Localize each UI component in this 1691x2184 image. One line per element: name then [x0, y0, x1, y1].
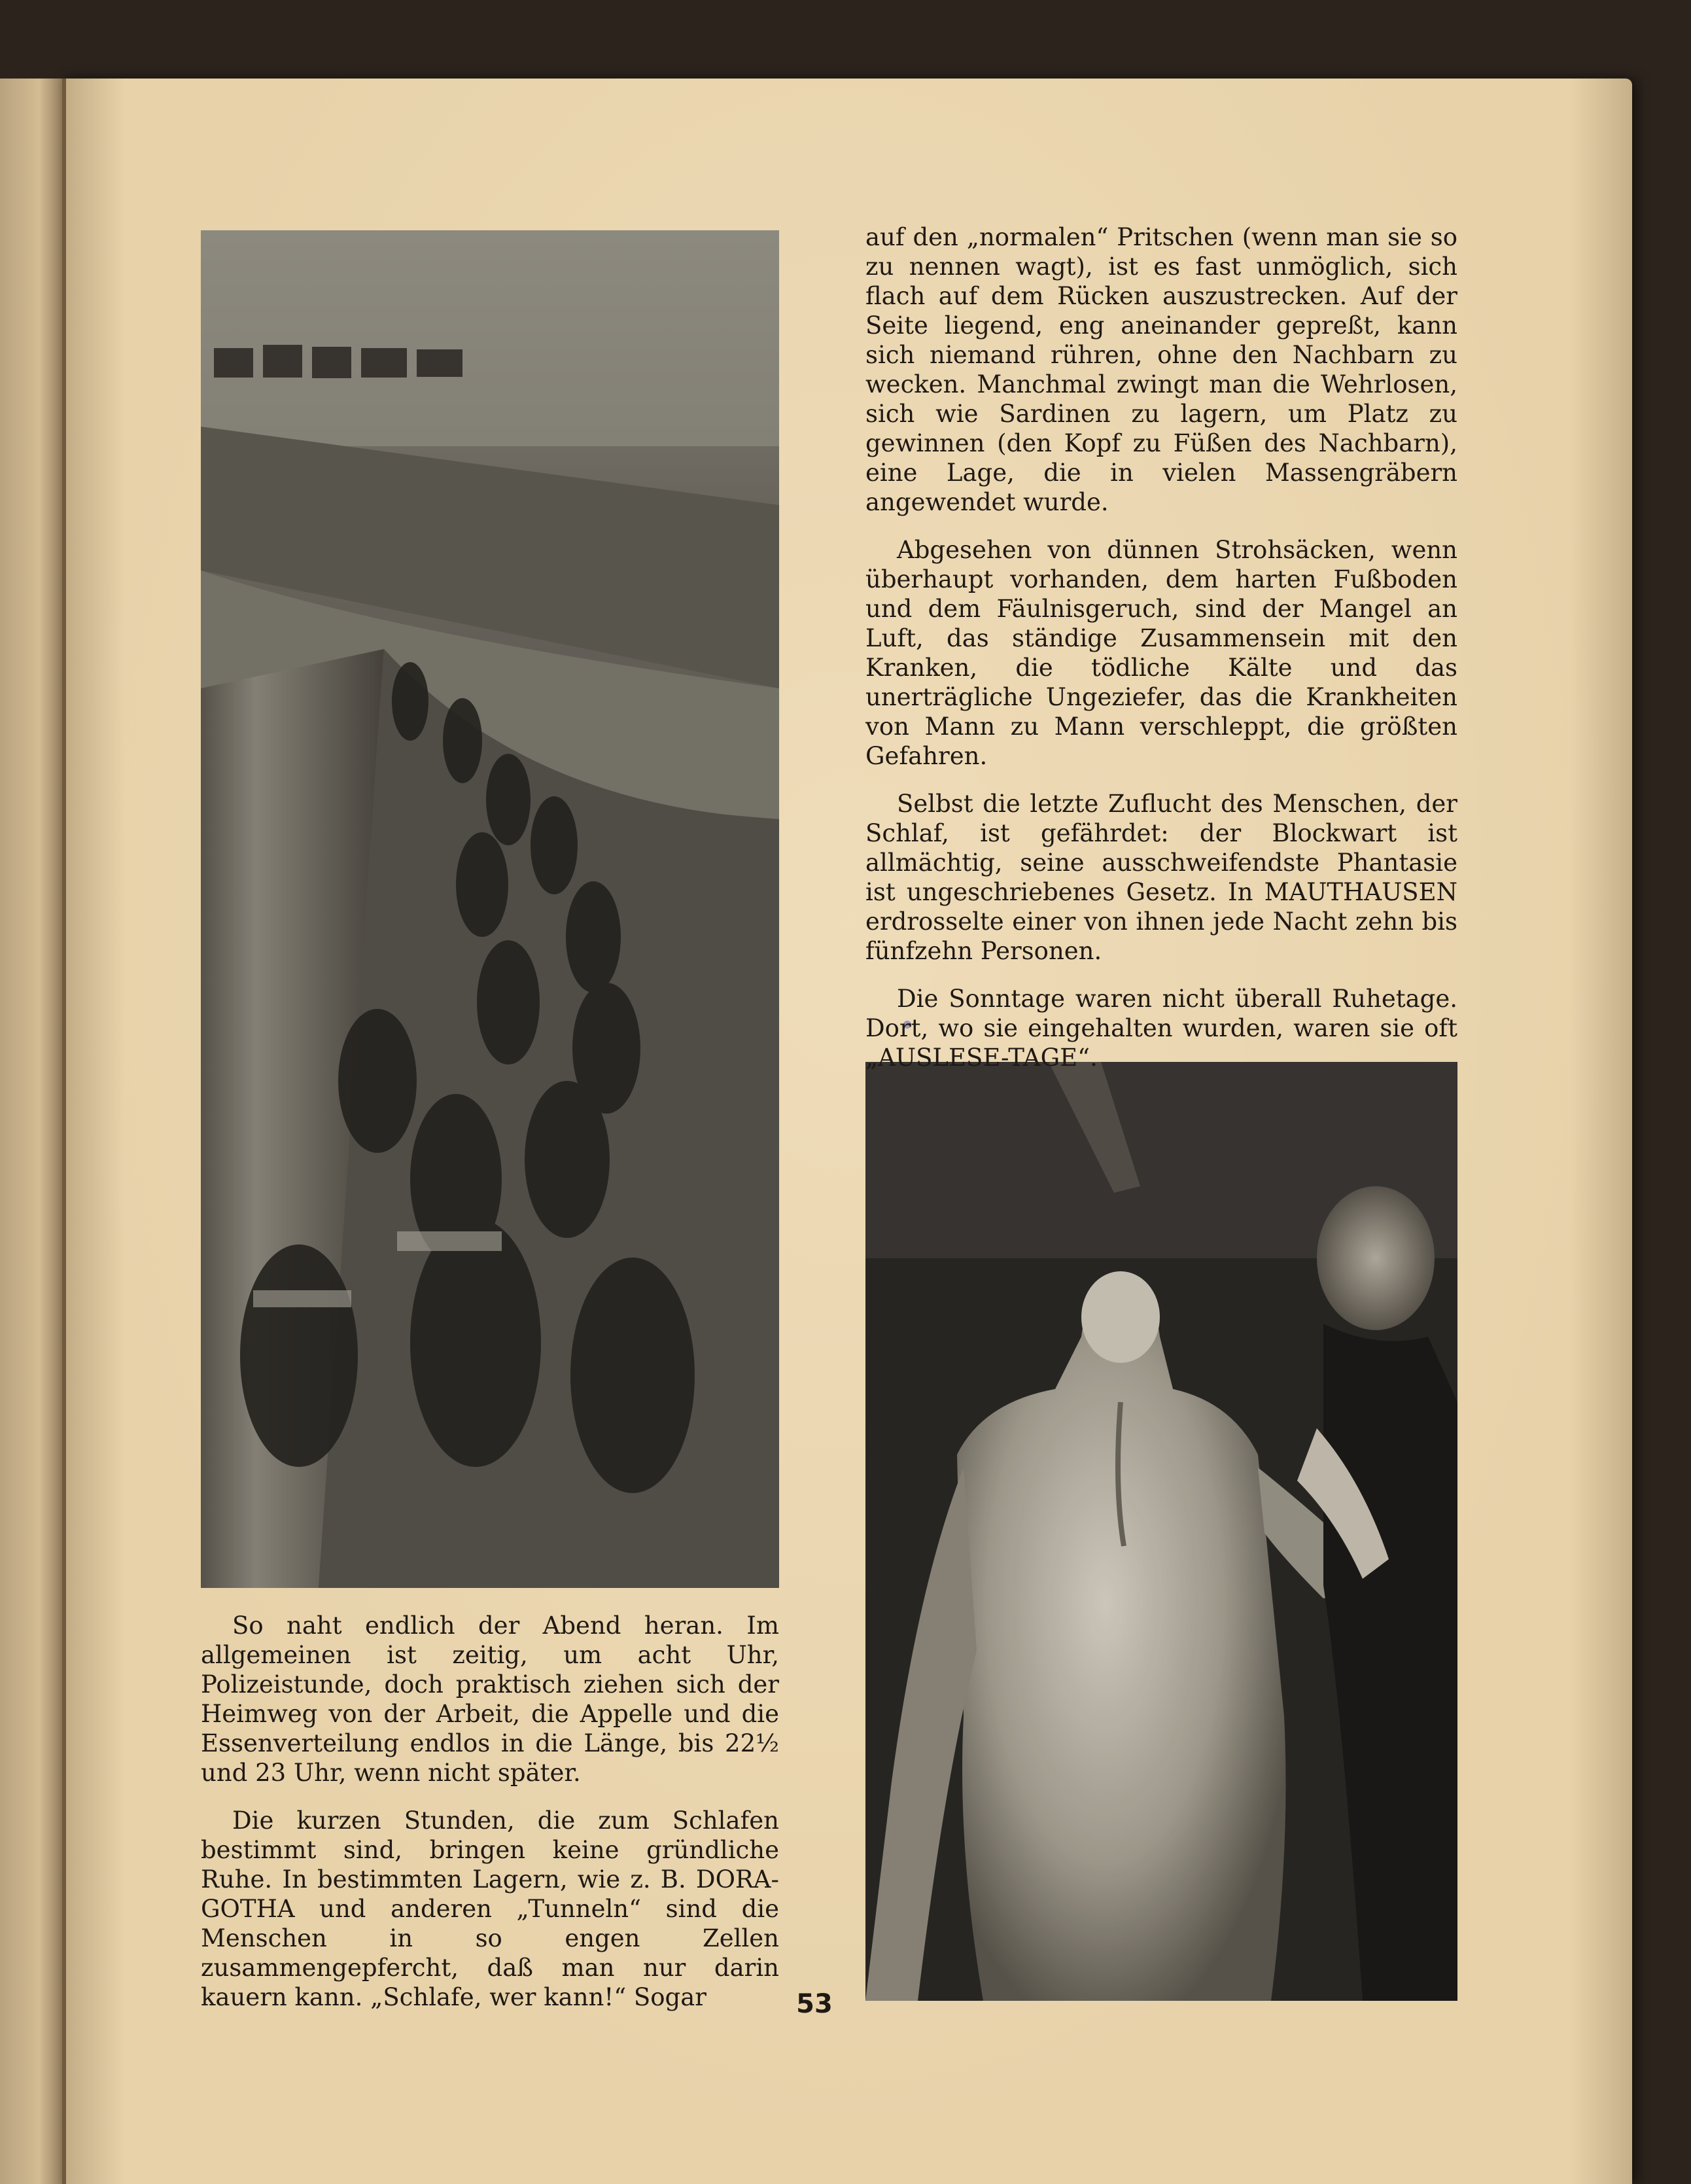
prisoner-photo-graphic: [865, 1062, 1457, 2001]
paragraph: Die kurzen Stunden, die zum Schlafen bestimmt sind, bringen keine gründliche Ruhe. In bestimmten Lagern, wie z. B. DORA-GOTHA und anderen „Tunneln“ sind die Menschen in so engen Zellen zusammengepfercht, daß man nur darin kauern kann. „Schlafe, wer kann!“ Sogar: [201, 1806, 779, 2011]
paragraph: Abgesehen von dünnen Strohsäcken, wenn überhaupt vorhanden, dem harten Fußboden und dem Fäulnisgeruch, sind der Mangel an Luft, das ständige Zusammensein mit den Kranken, die tödliche Kälte und das unerträgliche Ungeziefer, das die Krankheiten von Mann zu Mann verschleppt, die größten Gefahren.: [865, 536, 1457, 770]
soldiers-carrying-bodies-photo: [201, 230, 779, 1588]
paragraph: Die Sonntage waren nicht überall Ruhetage. Dort, wo sie eingehalten wurden, waren sie oft „AUSLESE-TAGE“.: [865, 985, 1457, 1072]
paragraph: Selbst die letzte Zuflucht des Menschen, der Schlaf, ist gefährdet: der Blockwart ist allmächtig, seine ausschweifendste Phantasie ist ungeschriebenes Gesetz. In MAUTHAUSEN erdrosselte einer von ihnen jede Nacht zehn bis fünfzehn Personen.: [865, 790, 1457, 965]
prisoner-back-examination-photo: [865, 1062, 1457, 2001]
left-column-text: [201, 1611, 779, 2030]
paragraph: So naht endlich der Abend heran. Im allgemeinen ist zeitig, um acht Uhr, Polizeistunde, doch praktisch ziehen sich der Heimweg von der Arbeit, die Appelle und die Essenverteilung endlos in die Länge, bis 22½ und 23 Uhr, wenn nicht später.: [201, 1612, 779, 1787]
facing-page-edge: [0, 79, 65, 2184]
page-number: 53: [796, 1989, 833, 2019]
soldiers-photo-graphic: [201, 230, 779, 1588]
page-gutter: [62, 79, 66, 2184]
paragraph: auf den „normalen“ Pritschen (wenn man sie so zu nennen wagt), ist es fast unmöglich, sich flach auf dem Rücken auszustrecken. Auf der Seite liegend, eng aneinander gepreßt, kann sich niemand rühren, ohne den Nachbarn zu wecken. Manchmal zwingt man die Wehrlosen, sich wie Sardinen zu lagern, um Platz zu gewinnen (den Kopf zu Füßen des Nachbarn), eine Lage, die in vielen Massengräbern angewendet wurde.: [865, 223, 1457, 516]
right-column-text: [865, 222, 1457, 1091]
